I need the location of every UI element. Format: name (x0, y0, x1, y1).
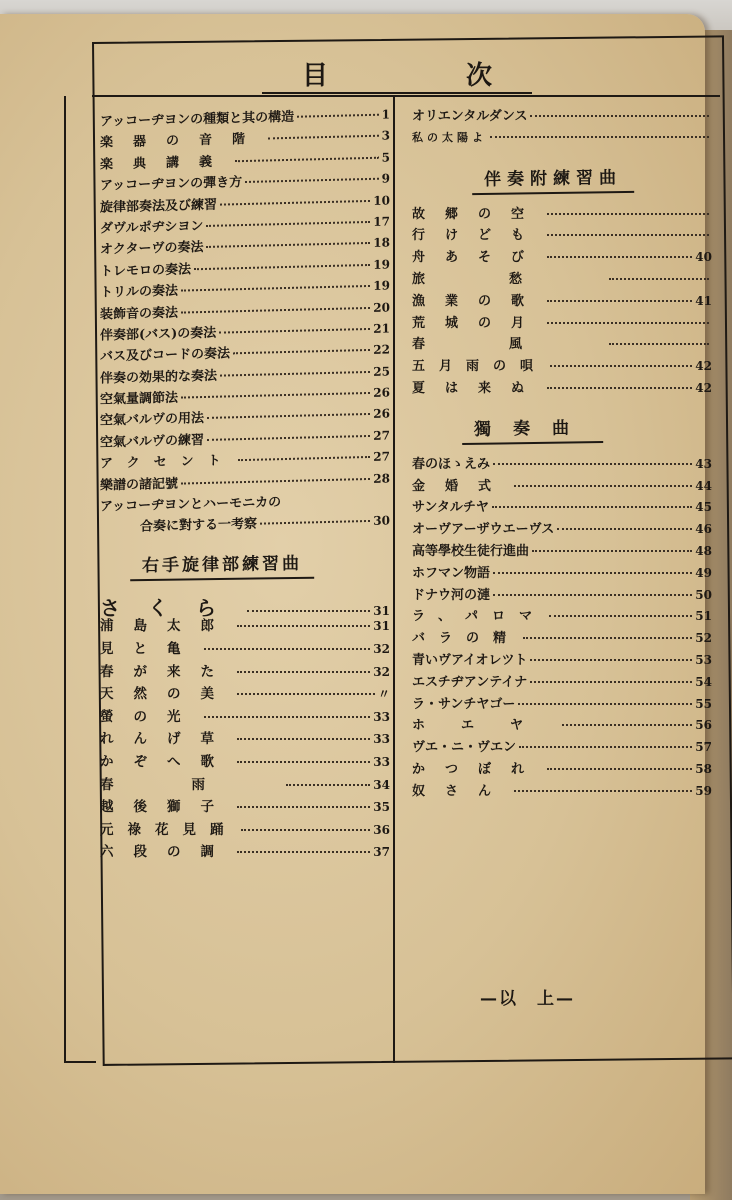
toc-entry (412, 719, 712, 741)
leader-dots (204, 716, 371, 718)
entry-page: 49 (695, 565, 712, 580)
entry-label: かつぼれ (412, 761, 545, 777)
entry-page: 52 (695, 631, 712, 646)
toc-entry (412, 360, 712, 382)
entry-page: 20 (373, 299, 390, 315)
leader-dots (557, 528, 692, 530)
toc-entry (412, 317, 712, 339)
entry-label: ラ、パロマ (412, 609, 546, 625)
entry-page: 53 (695, 652, 712, 667)
toc-entry (412, 295, 712, 317)
frame-left-border (64, 96, 96, 1063)
entry-page: 59 (695, 783, 712, 798)
entry-page: 30 (373, 513, 390, 529)
entry-label: ヴエ・ニ・ヴエン (412, 740, 517, 756)
leader-dots (237, 738, 370, 740)
leader-dots (241, 829, 371, 831)
entry-label: ラ・サンチヤゴー (412, 696, 516, 712)
leader-dots (547, 768, 692, 770)
toc-entry (100, 733, 390, 756)
toc-entry (412, 273, 712, 295)
entry-label: 春のほゝえみ (412, 456, 491, 472)
entry-label: かぞへ歌 (100, 753, 234, 770)
leader-dots (286, 784, 370, 786)
toc-entry (412, 523, 712, 545)
entry-page: 44 (695, 478, 712, 493)
section-heading: 獨奏曲 (462, 413, 603, 445)
leader-dots (530, 681, 692, 683)
entry-label: バス及びコードの奏法 (100, 346, 231, 365)
entry-page: 1 (381, 107, 390, 122)
leader-dots (220, 371, 370, 377)
entry-page: 58 (695, 761, 712, 776)
leader-dots (207, 413, 370, 419)
leader-dots (492, 506, 692, 508)
toc-entry (412, 741, 712, 763)
leader-dots (547, 322, 709, 324)
leader-dots (237, 625, 370, 627)
leader-dots (490, 136, 709, 138)
entry-label: ホフマン物語 (412, 565, 491, 581)
toc-entry (412, 676, 712, 698)
entry-label: ダヴルポヂシヨン (100, 218, 204, 237)
title-char-2: 次 (465, 60, 492, 91)
entry-label: 旅愁 (412, 271, 607, 287)
toc-entry (412, 632, 712, 654)
leader-dots (233, 349, 370, 354)
entry-page: 27 (373, 449, 390, 465)
toc-entry (100, 846, 390, 869)
entry-label: アッコーヂヨンの彈き方 (100, 175, 243, 194)
entry-label: 元祿花見踊 (100, 821, 238, 838)
entry-label: 装飾音の奏法 (100, 305, 179, 323)
leader-dots (547, 300, 692, 302)
entry-label: 伴奏の効果的な奏法 (100, 368, 218, 387)
toc-entry (412, 654, 712, 676)
entry-page: 36 (373, 822, 390, 837)
entry-label: 故郷の空 (412, 206, 545, 222)
entry-page: 9 (381, 171, 390, 186)
entry-label: 樂譜の諸記號 (100, 476, 179, 494)
leader-dots (207, 435, 370, 441)
leader-dots (532, 550, 692, 552)
entry-page: 33 (373, 754, 390, 769)
entry-label: 荒城の月 (412, 315, 545, 331)
entry-label: 伴奏部(バス)の奏法 (100, 325, 217, 344)
entry-page: 26 (373, 385, 390, 400)
toc-entry (412, 567, 712, 589)
leader-dots (237, 851, 370, 853)
toc-entry (100, 821, 390, 847)
toc-entry (412, 229, 712, 251)
entry-label: トリルの奏法 (100, 283, 179, 301)
toc-entry (100, 708, 390, 734)
leader-dots (518, 703, 692, 705)
entry-label: オリエンタルダンス (412, 109, 528, 124)
entry-label: れんげ草 (100, 731, 234, 748)
leader-dots (206, 242, 370, 248)
toc-entry (412, 785, 712, 807)
leader-dots (181, 306, 370, 313)
entry-page: 48 (695, 543, 712, 558)
left-column (100, 107, 390, 869)
entry-label: 舟あそび (412, 250, 545, 266)
toc-entry (100, 643, 390, 666)
section-heading: 伴奏附練習曲 (472, 162, 634, 194)
toc-entry (412, 132, 712, 154)
entry-page: 54 (695, 674, 712, 689)
leader-dots (547, 387, 692, 389)
toc-entry (100, 515, 390, 543)
entry-page: 50 (695, 587, 712, 602)
entry-label: 空氣量調節法 (100, 390, 179, 408)
entry-label: バラの精 (412, 631, 521, 647)
entry-page: 〃 (377, 687, 390, 702)
entry-label: 螢の光 (100, 708, 201, 725)
toc-entry (412, 480, 712, 502)
leader-dots (514, 485, 692, 487)
toc-entry (412, 208, 712, 230)
leader-dots (547, 213, 709, 215)
entry-page: 42 (695, 380, 712, 395)
toc-entry (100, 753, 390, 779)
leader-dots (523, 637, 692, 639)
entry-page: 35 (373, 800, 390, 815)
entry-page: 22 (373, 342, 390, 358)
leader-dots (237, 671, 370, 673)
leader-dots (181, 285, 370, 292)
entry-label: エスチヂアンテイナ (412, 674, 528, 690)
entry-label: 旋律部奏法及び練習 (100, 197, 218, 216)
leader-dots (235, 157, 379, 163)
entry-page: 51 (695, 609, 712, 624)
leader-dots (530, 115, 709, 117)
entry-label: 金婚式 (412, 478, 512, 494)
entry-label: アクセント (100, 453, 235, 472)
entry-page: 31 (373, 619, 390, 634)
entry-label: 天然の美 (100, 686, 234, 703)
leader-dots (181, 478, 370, 485)
entry-page: 41 (695, 293, 712, 308)
leader-dots (493, 572, 692, 574)
entry-label: 高等學校生徒行進曲 (412, 543, 530, 559)
toc-entry (100, 663, 390, 689)
entry-page: 32 (373, 664, 390, 679)
page-title (262, 54, 532, 94)
entry-label: 私の太陽よ (412, 130, 487, 144)
leader-dots (550, 365, 692, 367)
entry-page: 26 (373, 406, 390, 422)
leader-dots (220, 200, 370, 206)
entry-page: 34 (373, 777, 390, 792)
leader-dots (547, 234, 709, 236)
leader-dots (181, 392, 370, 399)
entry-label: ホエヤ (412, 718, 560, 734)
entry-label: 五月雨の唄 (412, 359, 548, 375)
entry-page: 25 (373, 364, 390, 379)
toc-entry (412, 545, 712, 567)
entry-page: 5 (381, 150, 390, 165)
leader-dots (204, 648, 371, 650)
right-column (412, 110, 712, 807)
leader-dots (530, 659, 692, 661)
entry-page: 21 (373, 321, 390, 336)
entry-label: 夏は来ぬ (412, 380, 545, 396)
entry-page: 3 (381, 128, 390, 144)
entry-page: 43 (695, 456, 712, 471)
toc-entry (412, 698, 712, 720)
leader-dots (493, 463, 692, 465)
leader-dots (297, 114, 379, 118)
leader-dots (609, 278, 709, 280)
leader-dots (549, 615, 692, 617)
song-list (100, 595, 390, 869)
entry-label: 見と亀 (100, 641, 201, 657)
entry-page: 56 (695, 718, 712, 733)
entry-label: トレモロの奏法 (100, 262, 192, 280)
leader-dots (194, 264, 370, 270)
entry-label: 行けども (412, 228, 545, 244)
entry-page: 33 (373, 709, 390, 724)
toc-entry (412, 338, 712, 360)
entry-page: 33 (373, 732, 390, 747)
entry-label: 六段の調 (100, 844, 234, 861)
toc-entry (100, 776, 390, 802)
toc-entry (100, 801, 390, 824)
leader-dots (247, 610, 370, 612)
toc-entry (412, 589, 712, 611)
leader-dots (237, 761, 370, 763)
leader-dots (609, 343, 709, 345)
leader-dots (547, 256, 692, 258)
leader-dots (519, 746, 692, 748)
entry-label: 越後獅子 (100, 799, 234, 816)
leader-dots (268, 135, 379, 140)
leader-dots (562, 724, 692, 726)
entry-label: 春風 (412, 337, 607, 353)
toc-entry (412, 382, 712, 404)
entry-page: 28 (373, 471, 390, 486)
entry-page: 18 (373, 235, 390, 251)
toc-entry (100, 620, 390, 643)
entry-page: 46 (695, 522, 712, 537)
entry-label: アッコーヂヨンの種類と其の構造 (100, 109, 295, 130)
leader-dots (237, 806, 370, 808)
entry-label: オーヴアーザウエーヴス (412, 522, 555, 538)
title-rule (92, 95, 720, 97)
entry-page: 42 (695, 359, 712, 374)
entry-page: 37 (373, 845, 390, 860)
entry-label: 空氣バルヴの練習 (100, 432, 205, 451)
entry-label: 春雨 (100, 776, 283, 793)
leader-dots (219, 328, 370, 334)
entry-label: 楽典講義 (100, 154, 233, 173)
leader-dots (245, 178, 379, 183)
entry-label: さくら (100, 595, 244, 620)
leader-dots (238, 456, 371, 461)
entry-label: ドナウ河の漣 (412, 587, 491, 603)
toc-entry (100, 688, 390, 711)
entry-page: 27 (373, 428, 390, 443)
entry-page: 32 (373, 642, 390, 656)
entry-label: アッコーヂヨンとハーモニカの (100, 495, 282, 515)
leader-dots (237, 693, 375, 695)
entry-page: 31 (373, 603, 390, 618)
entry-page: 57 (695, 740, 712, 755)
leader-dots (206, 221, 370, 227)
leader-dots (260, 520, 370, 525)
entry-label: 楽器の音階 (100, 131, 266, 151)
entry-label: サンタルチヤ (412, 500, 489, 516)
entry-label: 漁業の歌 (412, 293, 545, 309)
toc-entry (412, 251, 712, 273)
toc-entry (412, 501, 712, 523)
entry-label: 青いヴアイオレツト (412, 652, 528, 668)
entry-label: 浦島太郎 (100, 618, 234, 635)
closing-mark: —以 上— (480, 989, 575, 1009)
entry-label: オクターヴの奏法 (100, 240, 204, 258)
toc-entry (412, 763, 712, 785)
leader-dots (493, 594, 692, 596)
entry-page: 17 (373, 214, 390, 229)
leader-dots (514, 790, 692, 792)
entry-page: 40 (695, 250, 712, 265)
toc-entry (412, 458, 712, 480)
toc-entry (412, 110, 712, 132)
entry-page: 10 (373, 193, 390, 208)
entry-page: 19 (373, 257, 390, 272)
section-heading: 右手旋律部練習曲 (130, 549, 314, 582)
column-divider (393, 95, 395, 1063)
entry-label: 合奏に對する一考察 (140, 517, 258, 535)
toc-entry (412, 610, 712, 632)
entry-page: 19 (373, 278, 390, 293)
entry-label: 空氣バルヴの用法 (100, 411, 205, 430)
entry-label: 春が来た (100, 663, 234, 680)
title-char-1: 目 (302, 60, 329, 91)
entry-page: 55 (695, 696, 712, 711)
entry-page: 45 (695, 500, 712, 515)
entry-label: 奴さん (412, 783, 512, 799)
